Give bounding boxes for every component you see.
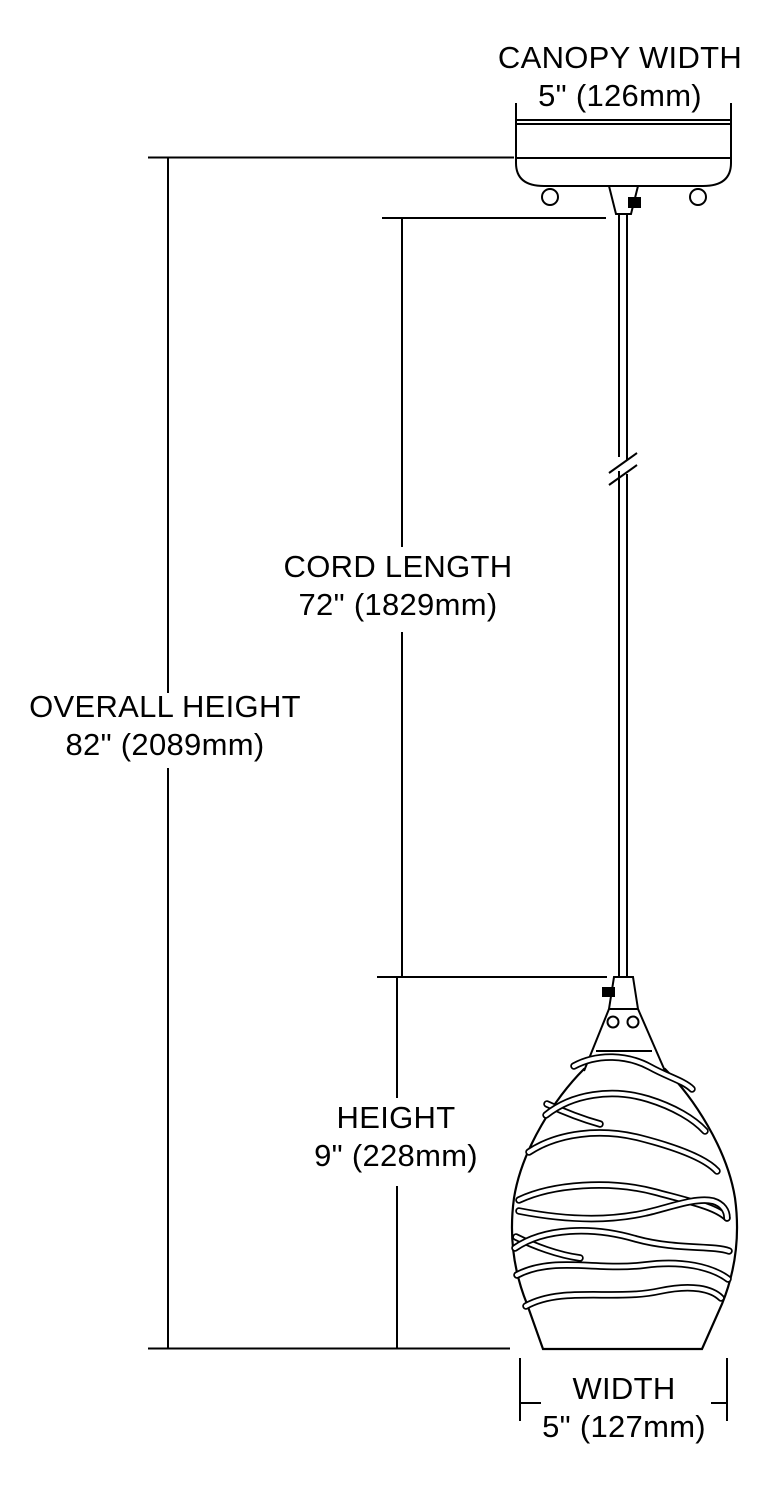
width-value: 5" (127mm) <box>542 1409 706 1444</box>
cord-length-value: 72" (1829mm) <box>298 587 498 622</box>
overall-height-title: OVERALL HEIGHT <box>29 689 301 724</box>
cord-break-icon <box>609 453 637 485</box>
canopy <box>516 124 731 214</box>
socket-screw-right <box>628 1017 639 1028</box>
overall-height-value: 82" (2089mm) <box>65 727 265 762</box>
cord-length-label <box>284 548 513 624</box>
canopy-screw-left <box>542 189 558 205</box>
cord-length-title: CORD LENGTH <box>283 549 513 584</box>
height-value: 9" (228mm) <box>314 1138 478 1173</box>
height-label <box>314 1099 478 1175</box>
canopy-width-title: CANOPY WIDTH <box>497 40 743 75</box>
canopy-width-value: 5" (126mm) <box>538 78 702 113</box>
socket-screw-left <box>608 1017 619 1028</box>
cord-grip-nut <box>628 197 641 208</box>
socket-set-screw <box>602 987 615 997</box>
width-title: WIDTH <box>572 1371 676 1406</box>
height-title: HEIGHT <box>336 1100 456 1135</box>
width-label <box>542 1370 706 1446</box>
cord <box>609 214 637 977</box>
overall-height-label <box>29 688 301 764</box>
canopy-screw-right <box>690 189 706 205</box>
canopy-width-label <box>498 39 742 115</box>
